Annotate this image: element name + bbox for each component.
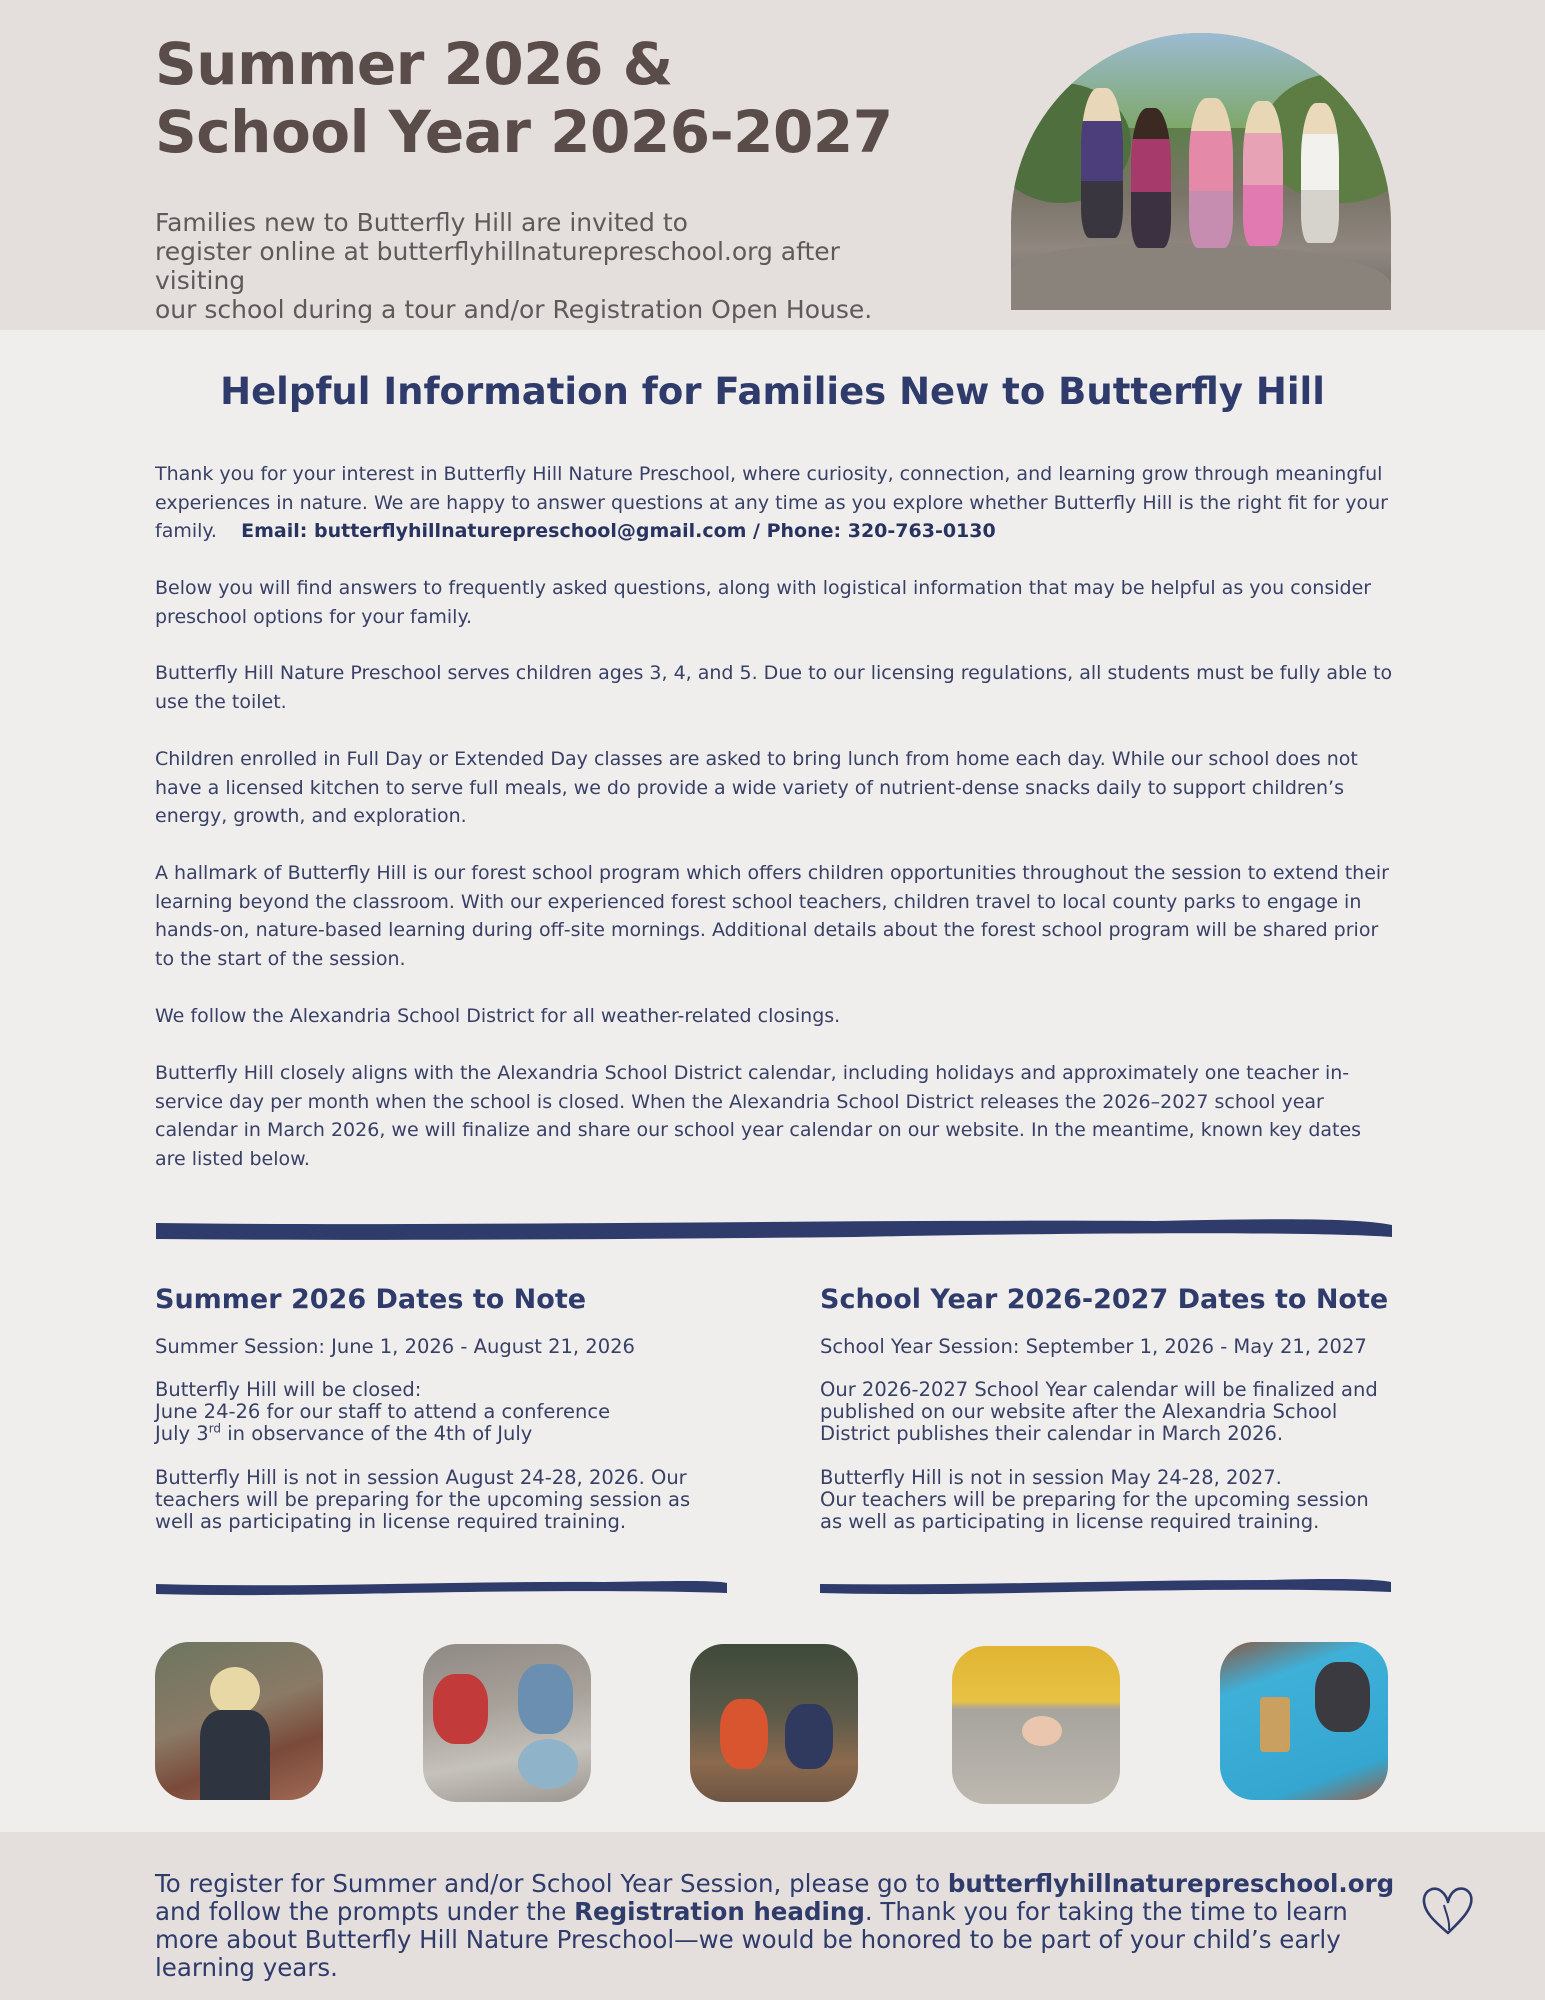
intro-line-3: our school during a tour and/or Registration Open House. xyxy=(155,295,873,324)
photo-detail xyxy=(518,1739,578,1789)
summer-note-line-2: teachers will be preparing for the upcoming session as xyxy=(155,1488,691,1511)
photo-children-with-bowls xyxy=(423,1644,591,1802)
photo-child xyxy=(1189,98,1233,248)
summer-note-line-3: well as participating in license required training. xyxy=(155,1510,627,1533)
brush-divider xyxy=(154,1215,1394,1243)
footer-text-3: . Thank you for taking the time to learn more about Butterfly Hill Nature Preschool—we would be honored to be part of your child’s early learning years. xyxy=(155,1897,1348,1982)
summer-closures xyxy=(155,1379,745,1445)
photo-child xyxy=(1243,101,1283,246)
forest-school-paragraph: A hallmark of Butterfly Hill is our forest school program which offers children opportunities throughout the session to extend their learning beyond the classroom. With our experienced forest school teachers, children travel to local county parks to engage in hands-on, nature-based learning during off-site mornings. Additional details about the forest school program will be shared prior to the start of the session. xyxy=(155,862,1389,970)
page-title-line-2: School Year 2026-2027 xyxy=(155,98,893,166)
photo-child xyxy=(1081,88,1123,238)
intro-text xyxy=(155,208,935,324)
website-link[interactable]: butterflyhillnaturepreschool.org xyxy=(947,1869,1395,1898)
photo-detail xyxy=(785,1704,833,1769)
welcome-text: Thank you for your interest in Butterfly Hill Nature Preschool, where curiosity, connection, and learning grow through meaningful experiences in nature. We are happy to answer questions at any time as you explore whether Butterfly Hill is the right fit for your family. xyxy=(155,463,1388,543)
photo-detail xyxy=(200,1710,270,1800)
faq-intro-paragraph: Below you will find answers to frequently asked questions, along with logistical information that may be helpful as you consider preschool options for your family. xyxy=(155,577,1372,628)
lunch-paragraph: Children enrolled in Full Day or Extended Day classes are asked to bring lunch from home each day. While our school does not have a licensed kitchen to serve full meals, we do provide a wide variety of nutrient-dense snacks daily to support children’s energy, growth, and exploration. xyxy=(155,748,1358,828)
registration-heading-ref: Registration heading xyxy=(574,1897,865,1926)
photo-children-in-forest xyxy=(690,1644,858,1802)
closures-intro: Butterfly Hill will be closed: xyxy=(155,1378,422,1401)
welcome-paragraph xyxy=(155,460,1395,546)
hero-photo xyxy=(1011,33,1391,310)
closure-july-date: July 3 xyxy=(155,1422,209,1445)
calendar-line-3: District publishes their calendar in March 2026. xyxy=(820,1422,1284,1445)
photo-detail xyxy=(210,1667,260,1715)
photo-child-at-blue-table xyxy=(1220,1642,1388,1800)
closure-july-reason: in observance of the 4th of July xyxy=(221,1422,533,1445)
school-year-calendar xyxy=(820,1379,1410,1445)
section-heading: Helpful Information for Families New to Butterfly Hill xyxy=(220,370,1325,413)
summer-session: Summer Session: June 1, 2026 - August 21, 2026 xyxy=(155,1335,635,1358)
school-year-note-line-3: as well as participating in license required training. xyxy=(820,1510,1320,1533)
summer-note-line-1: Butterfly Hill is not in session August 24-28, 2026. Our xyxy=(155,1466,687,1489)
school-year-note-line-2: Our teachers will be preparing for the upcoming session xyxy=(820,1488,1369,1511)
page-title xyxy=(155,30,893,166)
contact-info: Email: butterflyhillnaturepreschool@gmail.com / Phone: 320-763-0130 xyxy=(241,520,996,543)
closure-july-ordinal: rd xyxy=(208,1421,222,1436)
photo-detail xyxy=(720,1699,768,1769)
school-year-heading: School Year 2026-2027 Dates to Note xyxy=(820,1284,1389,1315)
photo-detail xyxy=(1022,1716,1062,1746)
weather-paragraph: We follow the Alexandria School District for all weather-related closings. xyxy=(155,1005,841,1027)
photo-detail xyxy=(518,1664,573,1734)
photo-child xyxy=(1131,108,1171,248)
intro-line-1: Families new to Butterfly Hill are invited to xyxy=(155,208,688,237)
calendar-paragraph: Butterfly Hill closely aligns with the Alexandria School District calendar, including holidays and approximately one teacher in-service day per month when the school is closed. When the Alexandria School District releases the 2026–2027 school year calendar in March 2026, we will finalize and share our school year calendar on our website. In the meantime, known key dates are listed below. xyxy=(155,1062,1362,1170)
intro-line-2: register online at butterflyhillnaturepreschool.org after visiting xyxy=(155,237,840,295)
calendar-line-2: published on our website after the Alexandria School xyxy=(820,1400,1338,1423)
calendar-line-1: Our 2026-2027 School Year calendar will be finalized and xyxy=(820,1378,1378,1401)
brush-divider-right xyxy=(818,1576,1393,1598)
photo-child-at-table xyxy=(155,1642,323,1800)
school-year-note-line-1: Butterfly Hill is not in session May 24-28, 2027. xyxy=(820,1466,1282,1489)
page-title-line-1: Summer 2026 & xyxy=(155,30,673,98)
summer-heading: Summer 2026 Dates to Note xyxy=(155,1284,587,1315)
summer-not-in-session xyxy=(155,1467,745,1533)
brush-divider-left xyxy=(154,1578,729,1598)
photo-hands-on-wood xyxy=(952,1646,1120,1804)
footer-text-2: and follow the prompts under the xyxy=(155,1897,575,1926)
photo-log xyxy=(1011,243,1391,310)
heart-icon xyxy=(1420,1883,1476,1937)
ages-paragraph: Butterfly Hill Nature Preschool serves children ages 3, 4, and 5. Due to our licensing regulations, all students must be fully able to use the toilet. xyxy=(155,662,1393,713)
school-year-session: School Year Session: September 1, 2026 - May 21, 2027 xyxy=(820,1335,1367,1358)
photo-child xyxy=(1301,103,1339,243)
footer-text-1: To register for Summer and/or School Year Session, please go to xyxy=(155,1869,948,1898)
photo-detail xyxy=(1260,1697,1290,1752)
photo-detail xyxy=(433,1674,488,1744)
closure-conference: June 24-26 for our staff to attend a conference xyxy=(155,1400,611,1423)
registration-note xyxy=(155,1870,1395,1982)
closure-july xyxy=(155,1423,745,1445)
photo-detail xyxy=(1315,1662,1370,1732)
school-year-not-in-session xyxy=(820,1467,1410,1533)
